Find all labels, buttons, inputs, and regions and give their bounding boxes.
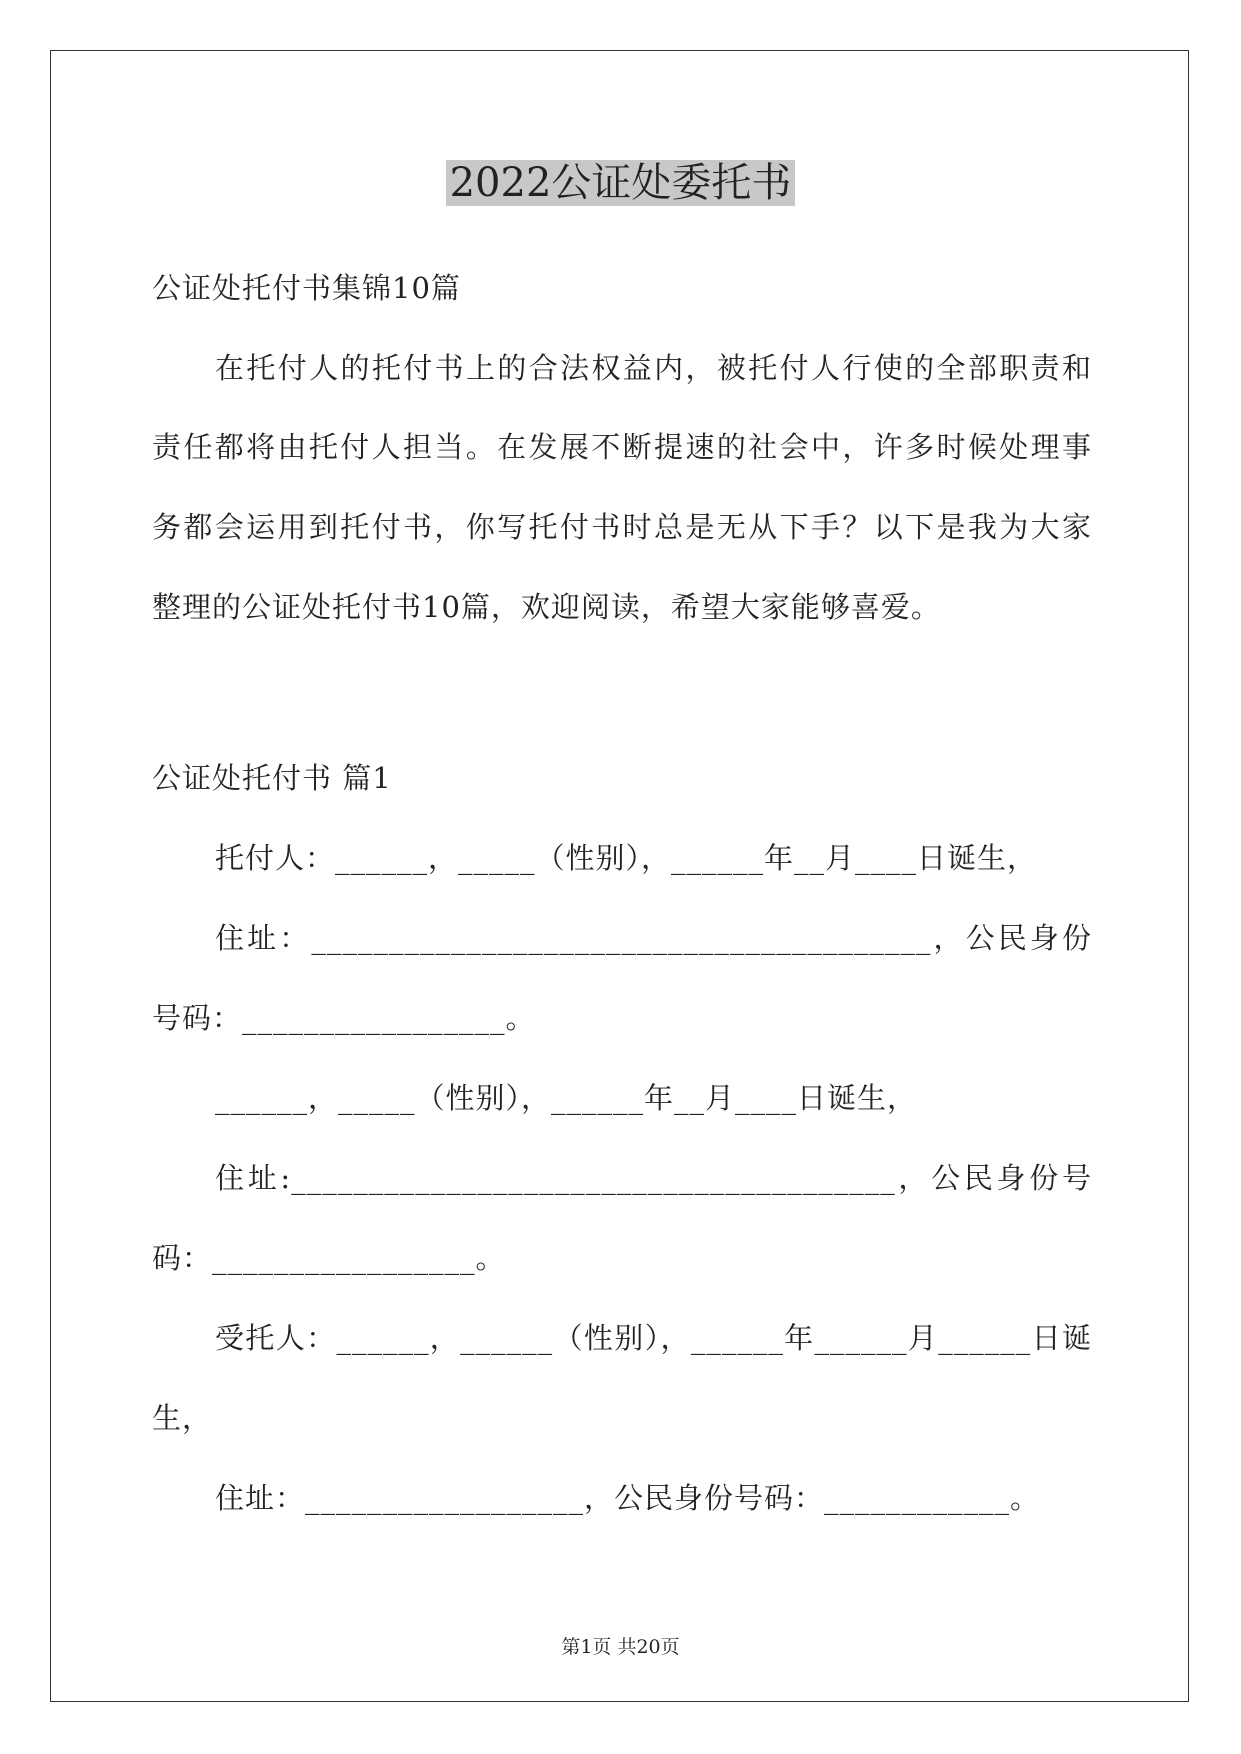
second-party-line: ______，_____（性别），______年__月____日诞生， [215,1081,918,1115]
principal-line: 托付人：______，_____（性别），______年__月____日诞生， [215,841,1038,875]
document-subtitle: 公证处托付书集锦10篇 [152,271,461,305]
principal-address-line: 住址：________________________________________，公民身份 [215,921,1092,955]
document-title-text: 2022公证处委托书 [446,160,796,206]
principal-id-line: 号码：_________________。 [152,1001,536,1035]
intro-line-3: 务都会运用到托付书，你写托付书时总是无从下手？以下是我为大家 [152,510,1092,544]
intro-line-1: 在托付人的托付书上的合法权益内，被托付人行使的全部职责和 [215,351,1092,385]
agent-line-continued: 生， [152,1401,213,1435]
agent-address-line: 住址：__________________，公民身份号码：____________。 [215,1481,1041,1515]
second-party-address-line: 住址:_______________________________________，公民身份号 [215,1161,1092,1195]
agent-line: 受托人：______，______（性别），______年______月______日诞 [215,1321,1092,1355]
section-heading: 公证处托付书 篇1 [152,761,392,795]
document-title [0,155,1241,211]
second-party-id-line: 码：_________________。 [152,1241,506,1275]
intro-line-2: 责任都将由托付人担当。在发展不断提速的社会中，许多时候处理事 [152,430,1092,464]
page-footer: 第1页 共20页 [561,1636,680,1658]
intro-line-4: 整理的公证处托付书10篇，欢迎阅读，希望大家能够喜爱。 [152,590,941,624]
